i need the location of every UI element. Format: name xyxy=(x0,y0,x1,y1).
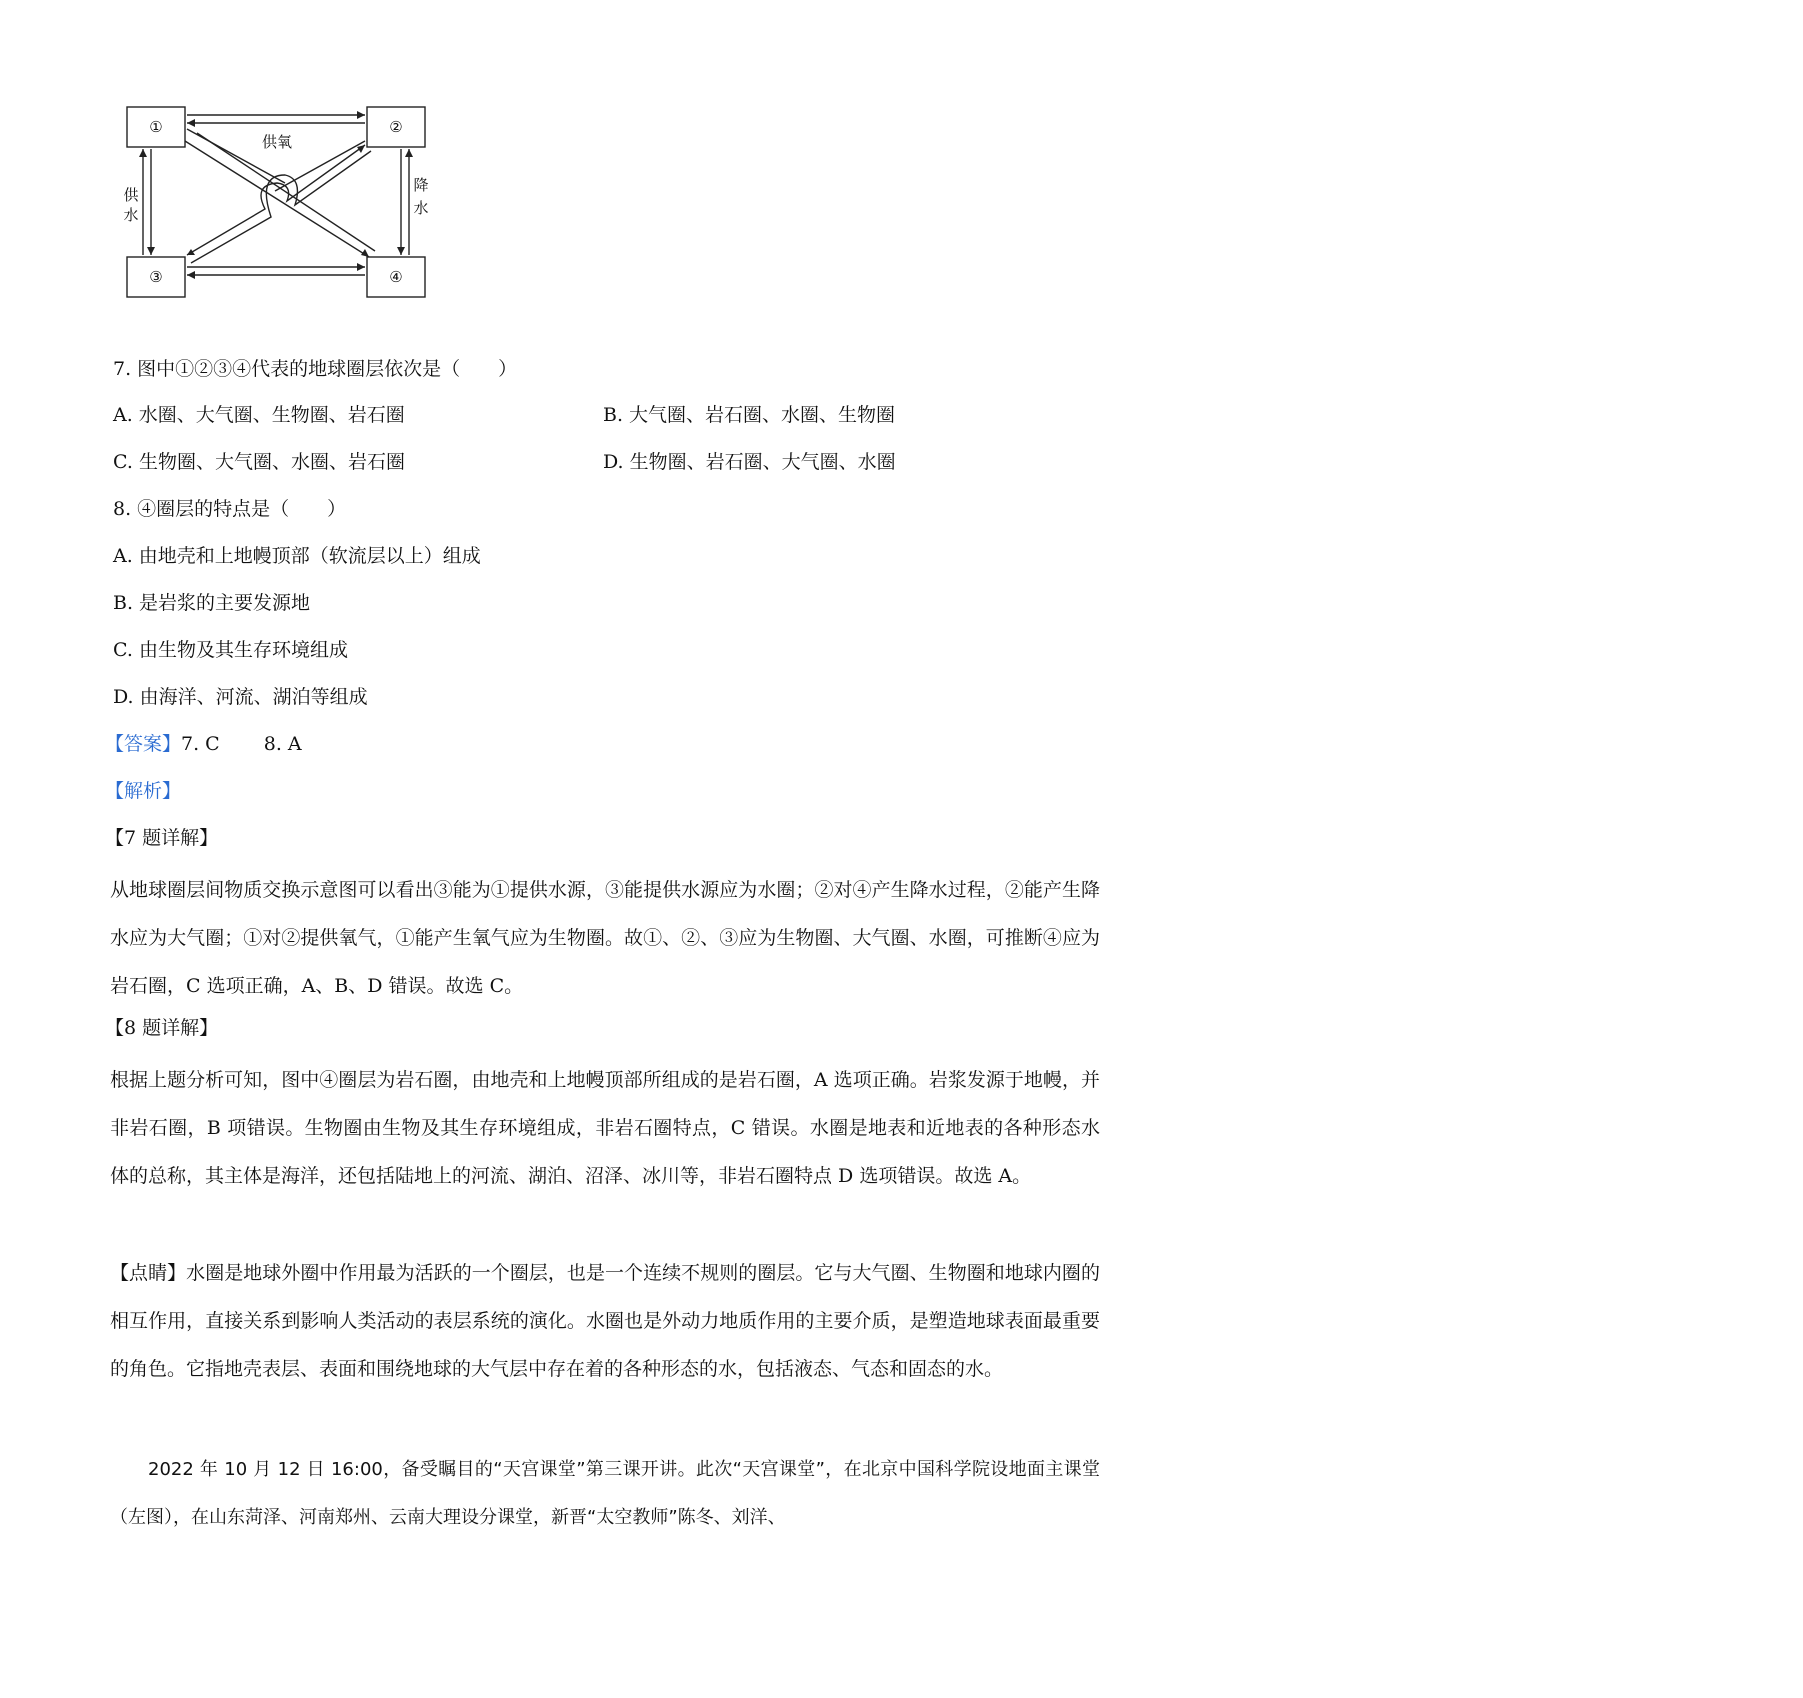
node-3-label: ③ xyxy=(149,268,163,286)
q8-option-b: B. 是岩浆的主要发源地 xyxy=(113,592,311,614)
q7-option-b: B. 大气圈、岩石圈、水圈、生物圈 xyxy=(603,404,896,426)
node-1-label: ① xyxy=(149,118,163,136)
q8-option-d: D. 由海洋、河流、湖泊等组成 xyxy=(113,686,368,708)
water-supply-label-1: 供 xyxy=(123,186,139,204)
q7-stem: 7. 图中①②③④代表的地球圈层依次是（ ） xyxy=(113,358,518,380)
detail8-text: 根据上题分析可知，图中④圈层为岩石圈，由地壳和上地幔顶部所组成的是岩石圈，A 选项正确。岩浆发源于地幔，并非岩石圈，B 项错误。生物圈由生物及其生存环境组成，非岩石圈特点，C 错误。水圈是地表和近地表的各种形态水体的总称，其主体是海洋，还包括陆地上的河流、湖泊、沼泽、冰川等，非岩石圈特点 D 选项错误。故选 A。 xyxy=(110,1069,1100,1187)
detail7-heading: 【7 题详解】 xyxy=(105,827,219,849)
q7-option-d: D. 生物圈、岩石圈、大气圈、水圈 xyxy=(603,451,896,473)
answer-line xyxy=(105,729,1305,759)
q7-option-a: A. 水圈、大气圈、生物圈、岩石圈 xyxy=(113,404,405,426)
tip-text: 水圈是地球外圈中作用最为活跃的一个圈层，也是一个连续不规则的圈层。它与大气圈、生物圈和地球内圈的相互作用，直接关系到影响人类活动的表层系统的演化。水圈也是外动力地质作用的主要介质，是塑造地球表面最重要的角色。它指地壳表层、表面和围绕地球的大气层中存在着的各种形态的水，包括液态、气态和固态的水。 xyxy=(110,1262,1100,1380)
q8-option-a: A. 由地壳和上地幔顶部（软流层以上）组成 xyxy=(113,545,481,567)
sphere-exchange-diagram xyxy=(125,105,465,330)
q8-option-c: C. 由生物及其生存环境组成 xyxy=(113,639,348,661)
detail8-heading: 【8 题详解】 xyxy=(105,1017,219,1039)
rain-label-1: 降 xyxy=(413,176,429,194)
rain-label-2: 水 xyxy=(413,199,429,217)
oxygen-label: 供氧 xyxy=(261,133,293,151)
tip-block xyxy=(110,1249,1100,1393)
node-2-label: ② xyxy=(389,118,403,136)
answer-7: 7. C xyxy=(181,733,220,755)
passage-text: 2022 年 10 月 12 日 16:00，备受瞩目的“天宫课堂”第三课开讲。此次“天宫课堂”，在北京中国科学院设地面主课堂（左图），在山东菏泽、河南郑州、云南大理设分课堂，新晋“太空教师”陈冬、刘洋、 xyxy=(110,1459,1100,1528)
tip-label: 【点睛】 xyxy=(110,1262,187,1284)
q7-option-c: C. 生物圈、大气圈、水圈、岩石圈 xyxy=(113,451,405,473)
node-4-label: ④ xyxy=(389,268,403,286)
answer-label: 【答案】 xyxy=(105,733,182,755)
answer-8: 8. A xyxy=(263,733,302,755)
water-supply-label-2: 水 xyxy=(123,206,139,224)
analysis-label: 【解析】 xyxy=(105,780,182,802)
detail7-text: 从地球圈层间物质交换示意图可以看出③能为①提供水源，③能提供水源应为水圈；②对④产生降水过程，②能产生降水应为大气圈；①对②提供氧气，①能产生氧气应为生物圈。故①、②、③应为生物圈、大气圈、水圈，可推断④应为岩石圈，C 选项正确，A、B、D 错误。故选 C。 xyxy=(110,879,1100,997)
q8-stem: 8. ④圈层的特点是（ ） xyxy=(113,498,347,520)
